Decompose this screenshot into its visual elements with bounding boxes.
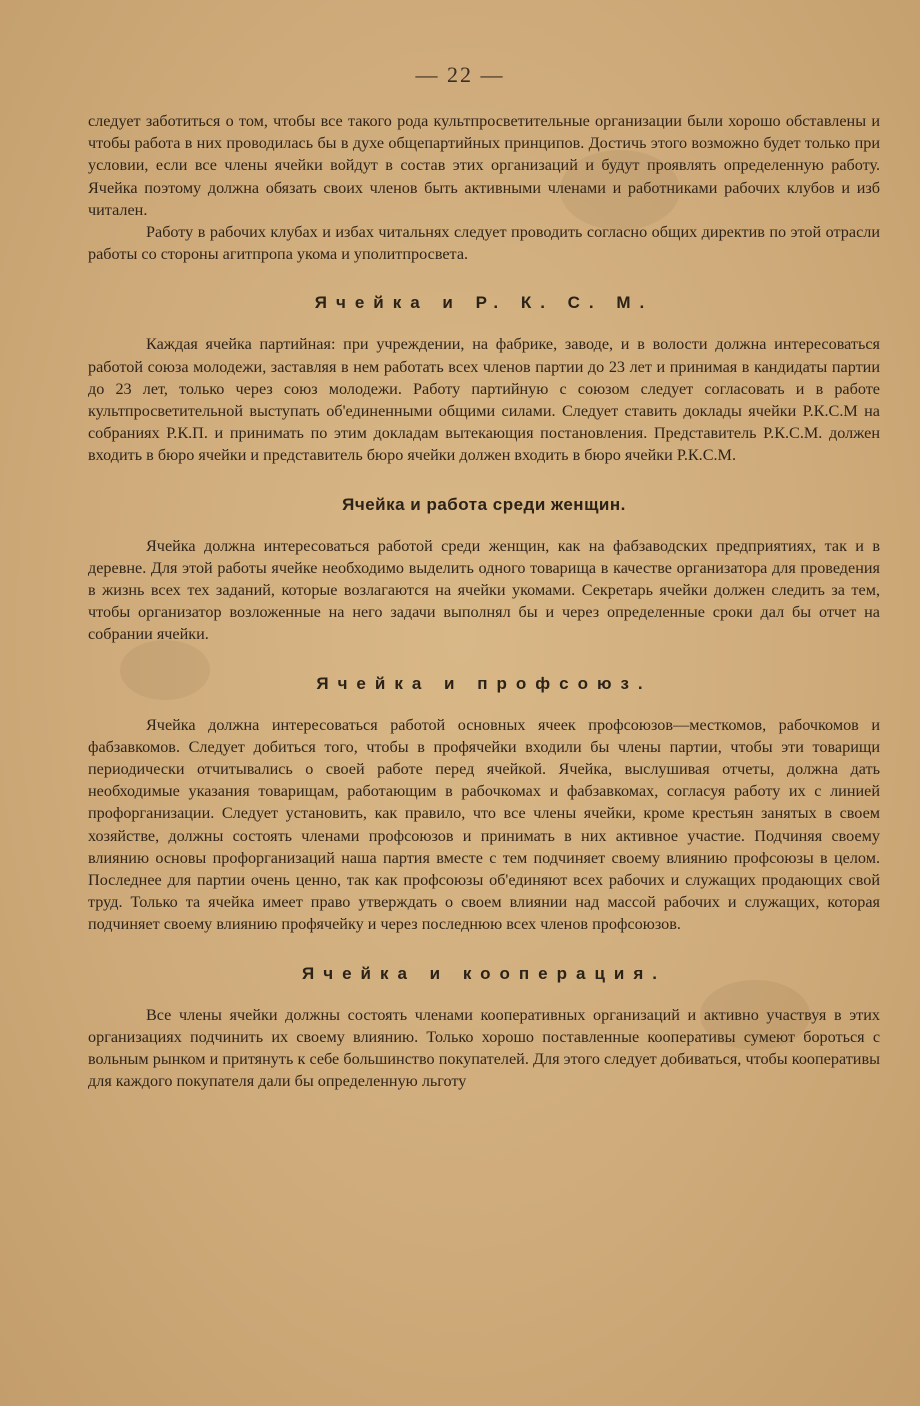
page-number: — 22 — — [415, 62, 505, 87]
section-heading: Ячейка и Р. К. С. М. — [314, 293, 654, 313]
section-rksm — [88, 293, 880, 466]
section-women — [88, 495, 880, 646]
section-trade-union — [88, 674, 880, 936]
section-paragraph: Ячейка должна интересоваться работой среди женщин, как на фабзаводских предприятиях, так и в деревне. Для этой работы ячейке необходимо выделить одного товарища в качестве организатора для проведения в жизнь всех тех заданий, которые возлагаются на ячейки укомами. Секретарь ячейки должен следить за тем, чтобы организатор возложенные на него задачи выполнял бы и через определенные сроки дал бы отчет на собрании ячейки. — [88, 536, 880, 644]
page-body — [88, 110, 880, 1093]
intro-paragraph: Работу в рабочих клубах и избах читальнях следует проводить согласно общих директив по этой отрасли работы со стороны агитпропа укома и уполитпросвета. — [88, 223, 880, 264]
intro-paragraph: следует заботиться о том, чтобы все такого рода культпросветительные организации были хорошо обставлены и чтобы работа в них проводилась бы в духе общепартийных принципов. Достичь этого возможно будет только при условии, если все члены ячейки войдут в состав этих организаций и будут проявлять определенную работу. Ячейка поэтому должна обязать своих членов быть активными членами и работниками рабочих клубов и изб читален. — [88, 112, 880, 219]
section-heading: Ячейка и профсоюз. — [316, 673, 652, 693]
section-heading: Ячейка и кооперация. — [301, 963, 666, 983]
section-paragraph: Ячейка должна интересоваться работой основных ячеек профсоюзов—месткомов, рабочкомов и фабзавкомов. Следует добиться того, чтобы в профячейки входили бы члены партии, чтобы эти товарищи периодически отчитывались о своей работе перед ячейкой. Ячейка, выслушивая отчеты, должна дать необходимые указания товарищам, работающим в рабочкомах и фабзавкомах, согласуя работу их с линией профорганизации. Следует установить, как правило, что все члены ячейки, кроме крестьян занятых в своем хозяйстве, должны состоять членами профсоюзов и принимать в них активное участие. Подчиняя своему влиянию основы профорганизаций наша партия вместе с тем подчиняет своему влиянию профсоюзы в целом. Последнее для партии очень ценно, так как профсоюзы об'единяют всех рабочих и служащих продающих свой труд. Только та ячейка имеет право утверждать о своем влиянии над массой рабочих и служащих, которая подчиняет своему влиянию профячейку и через последнюю всех членов профсоюзов. — [88, 715, 880, 934]
section-heading: Ячейка и работа среди женщин. — [342, 494, 626, 514]
section-paragraph: Все члены ячейки должны состоять членами кооперативных организаций и активно участвуя в этих организациях подчинить их своему влиянию. Только хорошо поставленные кооперативы сумеют бороться с вольным рынком и притянуть к себе большинство покупателей. Для этого следует добиваться, чтобы кооперативы для каждого покупателя дали бы определенную льготу — [88, 1005, 880, 1091]
section-paragraph: Каждая ячейка партийная: при учреждении, на фабрике, заводе, и в волости должна интересоваться работой союза молодежи, заставляя в нем работать всех членов партии до 23 лет и принимая в кандидаты партии до 23 лет, только через союз молодежи. Работу партийную с союзом следует согласовать и в работе культпросветительной выступать об'единенными общими силами. Следует ставить доклады ячейки Р.К.С.М на собраниях Р.К.П. и принимать по этим докладам вытекающия постановления. Представитель Р.К.С.М. должен входить в бюро ячейки и представитель бюро ячейки должен входить в бюро ячейки Р.К.С.М. — [88, 335, 880, 465]
section-cooperation — [88, 964, 880, 1093]
